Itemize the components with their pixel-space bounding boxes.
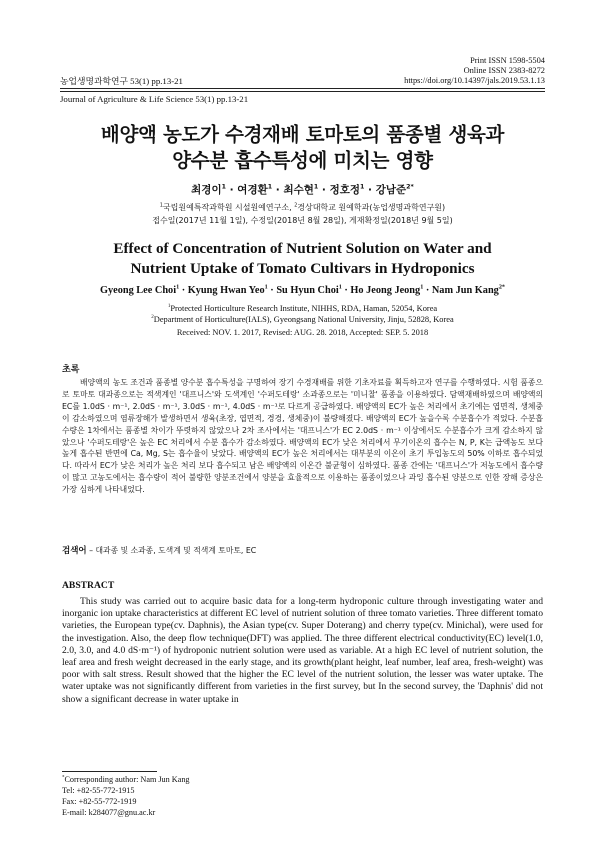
footnote — [62, 774, 190, 818]
affiliation-ko-line: $^1$국립원예특작과학원 시설원예연구소, $^2$경상대학교 원예학과(농업생명과학연구원) — [159, 203, 446, 212]
print-issn: Print ISSN 1598-5504 — [470, 56, 545, 65]
author-ko: 정호정 — [329, 184, 361, 196]
header-rule-thick — [60, 88, 545, 89]
author-ko: 여경환 — [237, 184, 268, 196]
keywords-ko-label: 검색어 — [62, 546, 87, 556]
doi-link[interactable]: https://doi.org/10.14397/jals.2019.53.1.13 — [404, 76, 545, 85]
title-ko-line1: 배양액 농도가 수경재배 토마토의 품종별 생육과 — [100, 123, 505, 146]
keywords-ko-text: 대과종 및 소과종, 도색계 및 적색계 토마토, EC — [95, 546, 257, 555]
title-en-line2: Nutrient Uptake of Tomato Cultivars in Hydroponics — [130, 260, 475, 277]
author-ko: 최경이 — [191, 184, 222, 196]
issn-block — [464, 56, 545, 76]
affiliation-en-1: $^1$Protected Horticulture Research Institute, NIHHS, RDA, Haman, 52054, Korea — [167, 304, 438, 313]
author-en: Kyung Hwan Yeo — [187, 285, 265, 296]
title-en — [60, 239, 545, 279]
affiliations-ko — [60, 201, 545, 227]
footnote-tel: Tel: +82-55-772-1915 — [62, 786, 135, 795]
author-en: Su Hyun Choi — [276, 285, 339, 296]
abstract-ko-heading: 초록 — [62, 365, 80, 375]
authors-ko: 최경이$^1$ · 여경환$^1$ · 최수현$^1$ · 정호정$^1$ · 강남준$^{2*}$ — [191, 183, 414, 196]
footnote-rule — [62, 771, 157, 772]
title-ko — [60, 122, 545, 174]
online-issn: Online ISSN 2383-8272 — [463, 66, 545, 75]
author-en: Ho Jeong Jeong — [350, 285, 421, 296]
dates-ko: 접수일(2017년 11월 1일), 수정일(2018년 8월 28일), 게재확정일(2018년 9월 5일) — [152, 216, 453, 225]
abstract-en-body: This study was carried out to acquire basic data for a long-term hydroponic culture through investigating water and inorganic ion uptake characteristics at different EC level of nutrient solution of three tomato varieties. Three different tomato varieties, the European type(cv. Daphnis), the Asian type(cv. Super Doterang) and cherry type(cv. Minichal), were used for the investigation. Also, the deep flow technique(DFT) was applied. The three different electrical conductivity(EC) level(1.0, 2.0, 3.0, and 4.0 dS·m⁻¹) of hydroponic nutrient solution were used as variable. At a high EC level of nutrient solution, the leaf area and fresh weight decreased in the early stage, and its growth(plant height, leaf number, leaf area, fresh-weight) was poor with salt stress. Result showed that the higher the EC level of the nutrient solution, the lesser was water uptake. The water uptake was not significantly different from varieties in the first survey, but In the second survey, the 'Daphnis' did not show a significant decrease in water uptake in — [62, 596, 543, 705]
received-dates-en: Received: NOV. 1. 2017, Revised: AUG. 28. 2018, Accepted: SEP. 5. 2018 — [176, 328, 429, 337]
author-ko: 최수현 — [283, 184, 314, 196]
abstract-en-heading: ABSTRACT — [62, 580, 115, 591]
affiliation-en-2: $^2$Department of Horticulture(IALS), Gyeongsang National University, Jinju, 52828, Korea — [151, 315, 454, 324]
author-ko: 강남준 — [375, 184, 407, 196]
title-en-line1: Effect of Concentration of Nutrient Solution on Water and — [113, 240, 492, 257]
title-ko-line2: 양수분 흡수특성에 미치는 영향 — [172, 149, 433, 172]
authors-en: Gyeong Lee Choi$^1$ · Kyung Hwan Yeo$^1$ · Su Hyun Choi$^1$ · Ho Jeong Jeong$^1$ · Nam Jun Kang$^{2*}$ — [99, 283, 505, 296]
journal-header-ko: 농업생명과학연구 53(1) pp.13-21 — [60, 76, 183, 86]
corresponding-author: *Corresponding author: Nam Jun Kang — [62, 775, 190, 784]
header-rule-thin — [60, 91, 545, 92]
affiliations-en — [60, 303, 545, 325]
abstract-ko-body: 배양액의 농도 조건과 품종별 양수분 흡수특성을 구명하여 장기 수경재배를 위한 기초자료를 획득하고자 연구를 수행하였다. 시험 품종으로 토마토 대과종으로는 적색계인 '대프니스'와 도색계인 '수퍼도테랑' 소과종으로는 '미니찰' 품종을 이용하였다. 담액재배하였으며 배양액의 EC를 1.0dS · m⁻¹, 2.0dS · m⁻¹, 3.0dS · m⁻¹, 4.0dS · m⁻¹로 다르게 공급하였다. 배양액의 EC가 높은 처리에서 초기에는 엽면적, 생체중이 감소하였으며 염류장해가 발생하면서 생육(초장, 엽면적, 경경, 생체중)이 불량해졌다. 배양액의 EC가 높을수록 수분흡수가 적었다. 수분흡수량은 1차에서는 품종별 차이가 뚜렷하지 않았으나 2차 조사에서는 '대프니스'가 EC 2.0dS · m⁻¹ 이상에서도 수분흡수가 크게 감소하지 않았으나 '수퍼도테랑'은 높은 EC 처리에서 수분 흡수가 감소하였다. 배양액의 EC가 낮은 처리에서 무기이온의 흡수는 N, P, K는 급액농도 보다 높게 흡수된 반면에 Ca, Mg, S는 흡수율이 낮았다. 배양액의 EC가 높은 처리에서는 대부분의 이온이 초기 투입농도의 50% 이하로 흡수되었다. 따라서 EC가 낮은 처리가 높은 처리 보다 흡수되고 남은 배양액의 이온간 불균형이 심하였다. 품종 간에는 '대프니스'가 저농도에서 흡수량이 많고 고농도에서는 흡수량이 적어 불량한 양분조건에서 양분을 효율적으로 이용하는 품종이었으나 과잉 흡수된 양분으로 인한 장해 증상은 가장 심하게 나타내었다. — [62, 378, 543, 495]
footnote-email[interactable]: E-mail: k284077@gnu.ac.kr — [62, 808, 156, 817]
journal-header-en: Journal of Agriculture & Life Science 53(1) pp.13-21 — [60, 94, 249, 104]
footnote-fax: Fax: +82-55-772-1919 — [62, 797, 137, 806]
author-en: Gyeong Lee Choi — [99, 285, 177, 296]
keywords-ko: 검색어 – 대과종 및 소과종, 도색계 및 적색계 토마토, EC — [62, 546, 257, 556]
author-en: Nam Jun Kang — [431, 285, 499, 296]
